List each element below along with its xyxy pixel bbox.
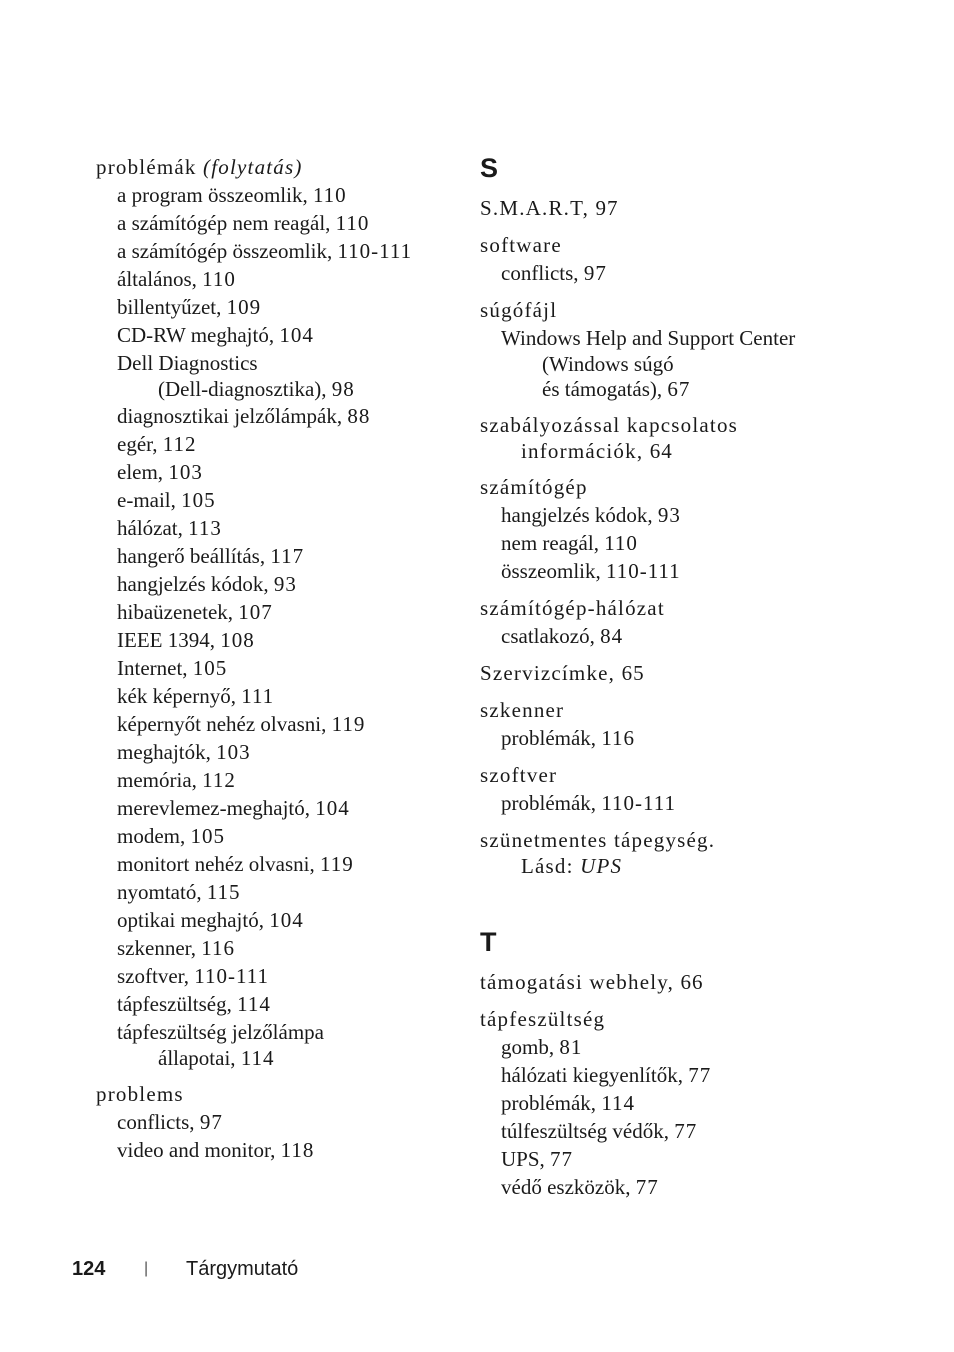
index-term-text: számítógép [480,475,588,499]
page-ref: 119 [319,852,354,876]
index-term-text: szoftver [480,763,558,787]
index-entry [96,153,456,1071]
subentry-text: hangjelzés kódok, [501,503,658,527]
index-subentry [96,654,456,682]
subentry-text: diagnosztikai jelzőlámpák, [117,404,348,428]
subentry-text: (Dell-diagnosztika), [158,377,332,401]
page-ref: 112 [202,768,236,792]
index-subentry-continuation [96,377,456,402]
index-subentry [480,622,860,650]
page-ref: 110 [202,267,236,291]
index-subentry [480,501,860,529]
index-entry [480,968,860,996]
page-ref: 104 [315,796,350,820]
page-ref: 110-111 [337,239,413,263]
page-ref: 114 [240,1046,275,1070]
subentry-text: conflicts, [117,1110,200,1134]
subentry-text: szoftver, [117,964,195,988]
page-ref: 64 [649,439,673,463]
page-ref: 114 [237,992,271,1016]
index-subentry [96,1018,456,1046]
index-subentry-continuation [480,352,860,377]
index-term [96,1080,456,1108]
subentry-text: Internet, [117,656,193,680]
page-ref: 81 [559,1035,583,1059]
index-term-text: problémák [96,155,197,179]
subentry-text: kék képernyő, [117,684,242,708]
subentry-text: billentyűzet, [117,295,227,319]
index-term-text: Szervizcímke, [480,661,622,685]
subentry-text: IEEE 1394, [117,628,221,652]
footer-separator: | [144,1260,149,1277]
page-ref: 104 [279,323,314,347]
subentry-text: CD-RW meghajtó, [117,323,280,347]
subentry-text: video and monitor, [117,1138,281,1162]
index-subentry [96,850,456,878]
subentry-text: UPS, [501,1147,551,1171]
index-subentry [96,570,456,598]
page-ref: 93 [657,503,681,527]
subentry-text: képernyőt nehéz olvasni, [117,712,332,736]
index-term-text: súgófájl [480,298,558,322]
index-term-text: tápfeszültség [480,1007,606,1031]
page-ref: 103 [216,740,251,764]
index-term-text: szabályozással kapcsolatos [480,413,739,437]
page-number: 124 [72,1258,106,1280]
subentry-text: tápfeszültség, [117,992,238,1016]
index-entry [480,296,860,402]
section-letter: T [480,927,497,957]
subentry-text: gomb, [501,1035,560,1059]
index-term-text: szkenner [480,698,565,722]
page-ref: 113 [188,516,222,540]
page-ref: 98 [331,377,355,401]
subentry-text: a számítógép összeomlik, [117,239,338,263]
index-entry [480,761,860,817]
index-subentry [480,557,860,585]
subentry-text: a számítógép nem reagál, [117,211,336,235]
index-subentry [96,934,456,962]
index-entry [480,696,860,752]
index-subentry [480,324,860,352]
index-subentry [96,430,456,458]
page-ref: 105 [181,488,216,512]
page-ref: 93 [273,572,297,596]
page-ref: 116 [201,936,236,960]
index-subentry [96,237,456,265]
subentry-text: problémák, [501,791,602,815]
index-subentry [480,1145,860,1173]
index-subentry [96,293,456,321]
subentry-text: memória, [117,768,203,792]
index-term-suffix: (folytatás) [196,155,303,179]
index-term [480,411,860,439]
page-ref: 112 [162,432,197,456]
index-subentry [480,529,860,557]
index-subentry [96,1108,456,1136]
page-ref: 109 [226,295,262,319]
index-subentry [96,626,456,654]
index-term [480,594,860,622]
page-ref: 116 [601,726,636,750]
page-ref: 88 [347,404,371,428]
page-ref: 103 [168,460,203,484]
index-term [480,1005,860,1033]
page-ref: 66 [680,970,704,994]
page-ref: 110-111 [194,964,269,988]
subentry-text: csatlakozó, [501,624,601,648]
index-term-text: számítógép-hálózat [480,596,665,620]
subentry-text: elem, [117,460,169,484]
index-term-text: S.M.A.R.T, [480,196,596,220]
index-column-right [480,153,860,1210]
index-entry [480,231,860,287]
index-term-text: szünetmentes tápegység. [480,828,716,852]
index-term-text: problems [96,1082,184,1106]
see-reference: UPS [580,854,623,878]
footer-title: Tárgymutató [186,1258,299,1280]
subentry-text: összeomlik, [501,559,606,583]
page-ref: 117 [270,544,305,568]
subentry-text: tápfeszültség jelzőlámpa [117,1020,324,1044]
page-ref: 118 [280,1138,315,1162]
subentry-text: hangjelzés kódok, [117,572,274,596]
subentry-text: hálózati kiegyenlítők, [501,1063,689,1087]
index-term-text: támogatási webhely, [480,970,681,994]
section-letter: S [480,153,499,183]
subentry-text: hálózat, [117,516,189,540]
subentry-text: (Windows súgó [542,352,674,376]
index-subentry [480,1061,860,1089]
index-subentry [96,486,456,514]
page-ref: 111 [241,684,275,708]
index-entry [480,826,860,879]
index-entry [480,473,860,585]
page-ref: 97 [583,261,607,285]
subentry-text: hangerő beállítás, [117,544,271,568]
subentry-text: Dell Diagnostics [117,351,258,375]
index-term-continuation [480,854,860,879]
subentry-text: egér, [117,432,163,456]
index-subentry-continuation [480,377,860,402]
subentry-text: túlfeszültség védők, [501,1119,675,1143]
page-ref: 67 [667,377,691,401]
index-subentry [96,1136,456,1164]
page-ref: 110 [604,531,638,555]
index-subentry [96,402,456,430]
index-subentry [96,990,456,1018]
subentry-text: hibaüzenetek, [117,600,239,624]
page-ref: 84 [600,624,624,648]
subentry-text: szkenner, [117,936,202,960]
subentry-text: és támogatás), [542,377,668,401]
subentry-text: nem reagál, [501,531,605,555]
page-ref: 77 [688,1063,712,1087]
index-entry [480,1005,860,1201]
index-term [480,473,860,501]
subentry-text: monitort nehéz olvasni, [117,852,320,876]
index-term-text: Lásd: [521,854,581,878]
index-subentry-continuation [96,1046,456,1071]
index-subentry [480,1033,860,1061]
page-ref: 77 [550,1147,574,1171]
index-entry [480,659,860,687]
subentry-text: problémák, [501,1091,602,1115]
page-ref: 107 [238,600,273,624]
subentry-text: Windows Help and Support Center [501,326,796,350]
subentry-text: nyomtató, [117,880,207,904]
index-subentry [96,598,456,626]
index-entry [480,411,860,464]
index-term [96,153,456,181]
index-subentry [480,1117,860,1145]
page-ref: 110 [312,183,347,207]
index-subentry [96,906,456,934]
index-subentry [96,514,456,542]
index-term [480,231,860,259]
subentry-text: optikai meghajtó, [117,908,270,932]
page-ref: 77 [635,1175,659,1199]
index-entry [480,594,860,650]
index-term-continuation [480,439,860,464]
subentry-text: merevlemez-meghajtó, [117,796,316,820]
page-ref: 110-111 [606,559,681,583]
index-subentry [480,259,860,287]
index-subentry [96,682,456,710]
index-term [480,296,860,324]
page-ref: 105 [190,824,225,848]
index-subentry [96,738,456,766]
page-ref: 114 [601,1091,636,1115]
index-term [480,659,860,687]
index-subentry [96,349,456,377]
page-ref: 110 [335,211,370,235]
index-subentry [96,822,456,850]
index-subentry [96,181,456,209]
index-subentry [96,458,456,486]
subentry-text: conflicts, [501,261,584,285]
index-term-text: software [480,233,562,257]
index-subentry [96,321,456,349]
index-subentry [480,1089,860,1117]
page-ref: 104 [269,908,304,932]
subentry-text: a program összeomlik, [117,183,313,207]
index-subentry [480,789,860,817]
page-ref: 97 [199,1110,223,1134]
index-term-text: információk, [521,439,650,463]
page-ref: 108 [220,628,255,652]
subentry-text: védő eszközök, [501,1175,636,1199]
index-term [480,761,860,789]
index-term [480,696,860,724]
subentry-text: modem, [117,824,191,848]
page-ref: 97 [595,196,619,220]
subentry-text: problémák, [501,726,602,750]
index-column-left [96,153,456,1173]
index-subentry [96,766,456,794]
subentry-text: általános, [117,267,203,291]
index-term [480,194,860,222]
index-subentry [480,724,860,752]
index-entry [480,194,860,222]
page-ref: 105 [192,656,228,680]
index-subentry [96,794,456,822]
page-ref: 115 [206,880,241,904]
page-ref: 65 [621,661,645,685]
index-subentry [96,209,456,237]
index-subentry [96,542,456,570]
index-term [480,968,860,996]
index-subentry [480,1173,860,1201]
page-ref: 110-111 [601,791,676,815]
index-subentry [96,265,456,293]
index-term [480,826,860,854]
page-ref: 119 [331,712,366,736]
subentry-text: meghajtók, [117,740,217,764]
page-ref: 77 [674,1119,698,1143]
index-subentry [96,962,456,990]
index-entry [96,1080,456,1164]
subentry-text: e-mail, [117,488,182,512]
index-subentry [96,878,456,906]
subentry-text: állapotai, [158,1046,241,1070]
index-subentry [96,710,456,738]
